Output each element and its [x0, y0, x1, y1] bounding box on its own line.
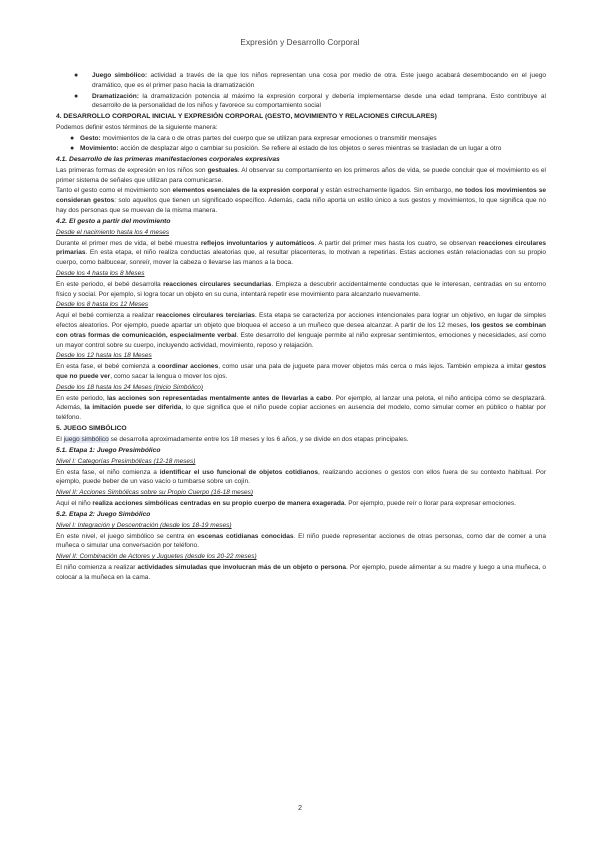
- definition-text: movimientos de la cara o de otras partes del cuerpo que se utilizan para expresar emociones o transmitir mensajes: [100, 134, 437, 142]
- text-run: , como usar una pala de juguete para mover objetos más cerca o más lejos. También empieza a imitar: [218, 363, 525, 371]
- stage-title: Desde los 18 hasta los 24 Meses (Inicio Simbólico): [56, 383, 204, 391]
- text-run: . En esta etapa, el niño realiza conductas aleatorias que, al resultar placenteras, lo motivan a repetirlas. Estas acciones están relacionadas con su propio cuerpo, como balbucear, sonreír, mover la cabeza o llevarse las manos a la boca.: [56, 249, 546, 267]
- page-content: [56, 71, 546, 583]
- level-paragraph: [56, 532, 546, 552]
- text-run-bold: reacciones circulares secundarias: [163, 280, 272, 288]
- text-run: : solo aquellos que tienen un significado específico. Además, cada niño aporta un estilo único a sus gestos y movimientos, lo que significa que no hay dos personas que se muevan de la misma manera.: [56, 197, 546, 215]
- text-run: se desarrolla aproximadamente entre los 18 meses y los 6 años, y se divide en dos etapas principales.: [108, 436, 409, 444]
- top-bullet-list: [56, 71, 546, 111]
- text-run: . Por ejemplo, puede alimentar a su madre y luego a una muñeca, o colocar a la muñeca en la cama.: [56, 564, 546, 581]
- section-4-1-heading: 4.1. Desarrollo de las primeras manifestaciones corporales expresivas: [56, 156, 280, 164]
- text-run-bold: no todos los movimientos se consideran gestos: [56, 187, 547, 205]
- bullet-icon: ●: [70, 145, 75, 153]
- text-run-bold: gestos que no puede ver: [56, 363, 546, 381]
- text-run-bold: la imitación puede ser diferida: [84, 404, 182, 412]
- definition-term: Movimiento:: [80, 145, 119, 153]
- section-4-heading: 4. DESARROLLO CORPORAL INICIAL Y EXPRESIÓN CORPORAL (GESTO, MOVIMIENTO Y RELACIONES CIRCULARES): [56, 113, 437, 121]
- text-run-bold: coordinar acciones: [157, 363, 219, 371]
- text-run: Tanto el gesto como el movimiento son: [56, 187, 173, 195]
- text-run: . Al observar su comportamiento en los primeros años de vida, se puede concluir que el movimiento es el primer sistema de señales que utilizan para comunicarse.: [56, 167, 546, 185]
- text-run: El niño comienza a realizar: [56, 564, 138, 572]
- text-run-bold: actividades simuladas que involucran más de un objeto o persona: [137, 564, 346, 572]
- section-4-1-paragraph-1: [56, 166, 546, 186]
- definition-movimiento: [56, 144, 546, 154]
- stage-title: Desde los 8 hasta los 12 Meses: [56, 301, 149, 309]
- bullet-item-dramatizacion: [56, 92, 546, 112]
- text-run-bold: reacciones circulares terciarias: [156, 312, 255, 320]
- section-4-2-heading: 4.2. El gesto a partir del movimiento: [56, 217, 171, 225]
- stages-container: [56, 228, 546, 423]
- text-run: En este nivel, el juego simbólico se centra en: [56, 532, 198, 540]
- text-run: , lo que significa que el niño puede copiar acciones en ausencia del modelo, como simular comer en público o hablar por teléfono.: [56, 404, 547, 422]
- level-paragraph: [56, 499, 546, 509]
- definition-text: acción de desplazar algo o cambiar su posición. Se refiere al estado de los objetos o seres mientras se trasladan de un lugar a otro: [118, 145, 502, 153]
- stage-paragraph: [56, 311, 546, 350]
- text-run: Aquí el bebé comienza a realizar: [56, 312, 157, 320]
- section-5-2-heading: 5.2. Etapa 2: Juego Simbólico: [56, 510, 151, 518]
- section-4-intro: Podemos definir estos términos de la siguiente manera:: [56, 124, 218, 132]
- text-run: . El niño puede representar acciones de otras personas, como dar de comer a una muñeca o simular una conversación por teléfono.: [56, 532, 546, 550]
- bullet-term: Juego simbólico:: [92, 72, 148, 79]
- text-run: . Empieza a descubrir accidentalmente conductas que le interesan, centradas en su entorno físico y social. Por ejemplo, si logra tocar un objeto en su cuna, intentará repetir ese movimiento para alcanzarlo nuevamente.: [56, 280, 546, 298]
- text-run-bold: reflejos involuntarios y automáticos: [200, 239, 315, 247]
- stage-title: Desde los 4 hasta los 8 Meses: [56, 270, 145, 278]
- text-run: En este periodo,: [56, 394, 107, 402]
- stage-paragraph: [56, 280, 546, 300]
- text-run-bold: las acciones son representadas mentalmente antes de llevarlas a cabo: [106, 394, 332, 402]
- level-title: Nivel II: Combinación de Actores y Juguetes (desde los 20-22 meses): [56, 553, 257, 561]
- running-header: Expresión y Desarrollo Corporal: [240, 38, 360, 47]
- text-run: y están estrechamente ligados. Sin embargo,: [318, 187, 455, 195]
- bullet-text: la dramatización potencia al máximo la expresión corporal y debería implementarse desde una edad temprana. Esto contribuye al desarrollo de la personalidad de los niños y favorece su comportamiento social: [92, 92, 546, 110]
- text-run-bold: los gestos se combinan con otras formas de comunicación, especialmente verbal: [56, 322, 546, 339]
- text-run: En este periodo, el bebé desarrolla: [56, 280, 164, 288]
- definitions-list: [56, 134, 546, 155]
- text-run: Las primeras formas de expresión en los niños son: [56, 167, 208, 175]
- text-run: . A partir del primer mes hasta los cuatro, se observan: [314, 239, 479, 247]
- level-title: Nivel I: Integración y Descentración (desde los 18-19 meses): [56, 521, 232, 529]
- stage-paragraph: [56, 239, 546, 268]
- text-run-bold: realiza acciones simbólicas centradas en su propio cuerpo de manera exagerada: [92, 500, 345, 508]
- stage-title: Desde los 12 hasta los 18 Meses: [56, 352, 152, 360]
- level-paragraph: [56, 563, 546, 583]
- text-run-bold: reacciones circulares primarias: [56, 239, 546, 257]
- level-title: Nivel I: Categorías Presimbólicas (12-18 meses): [56, 457, 196, 465]
- text-run-bold: identificar el uso funcional de objetos cotidianos: [159, 468, 319, 476]
- bullet-term: Dramatización:: [92, 92, 139, 100]
- text-run: . Por ejemplo, al lanzar una pelota, el niño anticipa cómo se desplazará. Además,: [56, 394, 547, 412]
- page-number: 2: [298, 803, 302, 812]
- stage-title: Desde el nacimiento hasta los 4 meses: [56, 228, 170, 236]
- bullet-text: actividad a través de la que los niños representan una cosa por medio de otra. Este juego acabará desembocando en el juego dramático, que es el primer paso hacia la dramatización: [92, 72, 546, 89]
- stage-paragraph: [56, 362, 546, 382]
- text-run: Durante el primer mes de vida, el bebé muestra: [56, 239, 201, 247]
- stage-paragraph: [56, 394, 546, 423]
- text-run-bold: elementos esenciales de la expresión corporal: [172, 187, 319, 195]
- text-run: . Por ejemplo, puede reír o llorar para expresar emociones.: [344, 500, 516, 508]
- bullet-icon: ●: [74, 92, 79, 100]
- definition-term: Gesto:: [80, 134, 101, 142]
- definition-gesto: [56, 134, 546, 144]
- level-paragraph: [56, 468, 546, 488]
- section-5-2-levels: [56, 521, 546, 583]
- text-run: , como sacar la lengua o mover los ojos.: [110, 373, 228, 381]
- section-5-1-heading: 5.1. Etapa 1: Juego Presimbólico: [56, 446, 161, 454]
- section-4-1-paragraph-2: [56, 186, 546, 215]
- text-run: Aquí el niño: [56, 500, 93, 508]
- text-run: En esta fase, el niño comienza a: [56, 468, 160, 476]
- bullet-icon: ●: [74, 72, 79, 79]
- level-title: Nivel II: Acciones Simbólicas sobre su Propio Cuerpo (16-18 meses): [56, 489, 254, 497]
- bullet-item-juego-simbolico: [56, 71, 546, 91]
- text-run: . Este desarrollo del lenguaje permite al niño expresar sentimientos, emociones y necesidades, así como un mayor control sobre su cuerpo, incluyendo actividad, movimiento, reposo y relajación.: [56, 331, 546, 349]
- text-run: . Esta etapa se caracteriza por acciones intencionales para lograr un objetivo, en lugar de simples efectos aleatorios. Por ejemplo, puede apartar un objeto que bloquea el acceso a un muñeco que desea alcanzar. A partir de los 12 meses,: [56, 312, 547, 330]
- highlighted-term: juego simbólico: [63, 436, 109, 444]
- bullet-icon: ●: [70, 134, 75, 142]
- text-run-bold: gestuales: [207, 167, 238, 175]
- text-run: El: [56, 436, 64, 444]
- section-5-heading: 5. JUEGO SIMBÓLICO: [56, 425, 127, 433]
- text-run: , realizando acciones o gestos con ellos fuera de su contexto habitual. Por ejemplo, puede beber de un vaso vacío o tumbarse sobre un cojín.: [56, 468, 546, 486]
- text-run: En esta fase, el bebé comienza a: [56, 363, 158, 371]
- section-5-1-levels: [56, 457, 546, 509]
- section-5-intro: [56, 435, 546, 445]
- text-run-bold: escenas cotidianas conocidas: [197, 532, 294, 540]
